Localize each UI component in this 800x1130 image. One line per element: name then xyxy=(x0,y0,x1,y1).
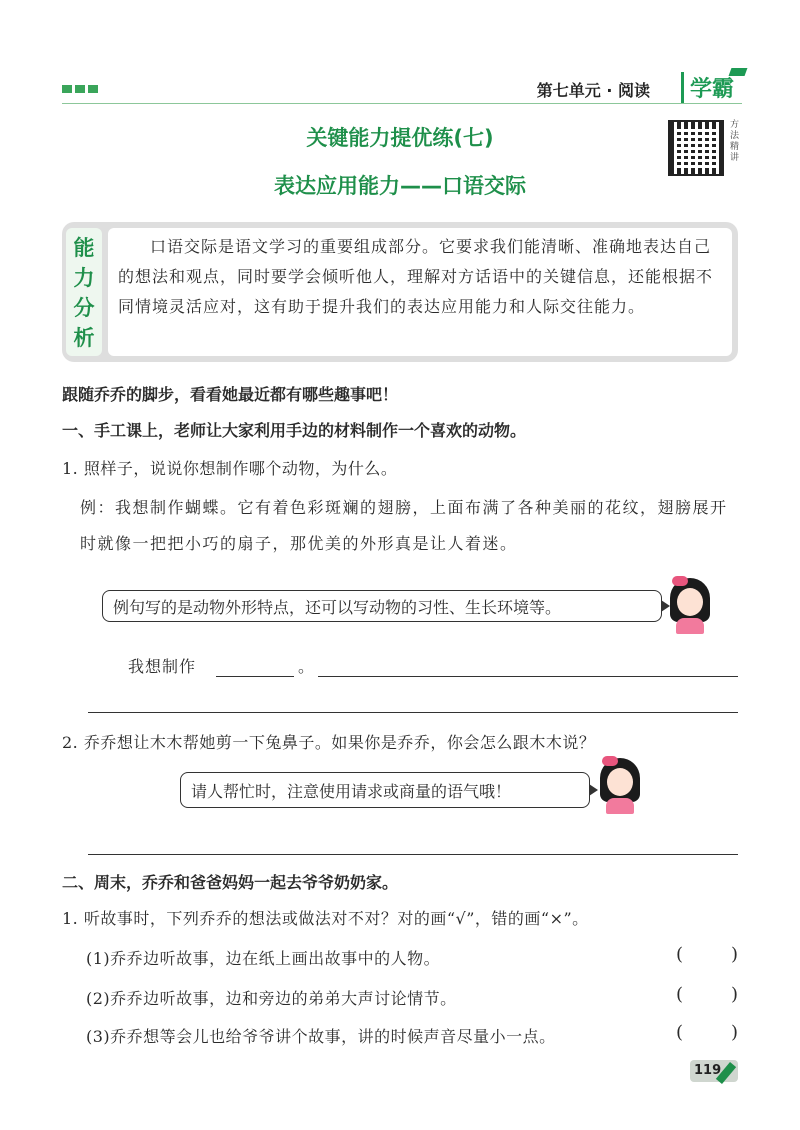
question-2-1: 1. 听故事时，下列乔乔的想法或做法对不对？对的画“√”，错的画“×”。 xyxy=(62,909,589,928)
ability-tag-char: 能 xyxy=(73,236,95,260)
ability-tag-char: 析 xyxy=(73,326,95,350)
answer-line[interactable] xyxy=(88,712,738,713)
paren-open: ( xyxy=(676,984,684,1005)
section-2-title: 二、周末，乔乔和爸爸妈妈一起去爷爷奶奶家。 xyxy=(62,873,399,892)
write-period: 。 xyxy=(298,657,316,676)
paren-open: ( xyxy=(676,944,684,965)
paren-close: ) xyxy=(730,984,738,1005)
judge-item: (3)乔乔想等会儿也给爷爷讲个故事，讲的时候声音尽量小一点。 xyxy=(86,1027,556,1046)
write-prompt xyxy=(128,654,316,677)
paren-close: ) xyxy=(730,944,738,965)
write-prompt-text: 我想制作 xyxy=(128,657,197,676)
header-decoration xyxy=(62,85,98,93)
unit-title: 第七单元 · 阅读 xyxy=(536,81,650,100)
ability-tag xyxy=(66,228,102,356)
qr-label: 方法精讲 xyxy=(730,120,740,163)
paren-close: ) xyxy=(730,1022,738,1043)
tip-text-1: 例句写的是动物外形特点，还可以写动物的习性、生长环境等。 xyxy=(113,597,562,617)
answer-blank-animal[interactable] xyxy=(216,676,294,677)
question-1-1: 1. 照样子，说说你想制作哪个动物，为什么。 xyxy=(62,459,398,478)
brand-logo: 学霸 xyxy=(681,72,734,103)
answer-paren[interactable] xyxy=(676,984,738,1005)
ability-tag-char: 分 xyxy=(73,296,95,320)
intro-text: 跟随乔乔的脚步，看看她最近都有哪些趣事吧！ xyxy=(62,385,399,404)
answer-line[interactable] xyxy=(88,854,738,855)
girl-avatar xyxy=(668,578,712,634)
tip-bubble-2 xyxy=(180,772,590,808)
tip-bubble-1 xyxy=(102,590,662,622)
graduation-cap-icon xyxy=(729,68,748,76)
page-header xyxy=(62,78,742,102)
question-1-2: 2. 乔乔想让木木帮她剪一下兔鼻子。如果你是乔乔，你会怎么跟木木说？ xyxy=(62,733,596,752)
example-text: 例：我想制作蝴蝶。它有着色彩斑斓的翅膀，上面布满了各种美丽的花纹，翅膀展开时就像一把把小巧的扇子，那优美的外形真是让人着迷。 xyxy=(80,498,728,553)
ability-tag-char: 力 xyxy=(73,266,95,290)
section-1-title: 一、手工课上，老师让大家利用手边的材料制作一个喜欢的动物。 xyxy=(62,421,527,440)
header-divider xyxy=(62,103,742,104)
answer-paren[interactable] xyxy=(676,944,738,965)
ability-text: 口语交际是语文学习的重要组成部分。它要求我们能清晰、准确地表达自己的想法和观点，同时要学会倾听他人，理解对方话语中的关键信息，还能根据不同情境灵活应对，这有助于提升我们的表达应用能力和人际交往能力。 xyxy=(118,237,714,316)
page-title: 关键能力提优练(七) xyxy=(306,126,494,150)
page-number: 119 xyxy=(690,1060,738,1082)
tip-text-2: 请人帮忙时，注意使用请求或商量的语气哦！ xyxy=(191,781,512,801)
answer-paren[interactable] xyxy=(676,1022,738,1043)
paren-open: ( xyxy=(676,1022,684,1043)
page-subtitle: 表达应用能力——口语交际 xyxy=(274,174,526,198)
answer-blank-reason[interactable] xyxy=(318,676,738,677)
judge-item: (1)乔乔边听故事，边在纸上画出故事中的人物。 xyxy=(86,949,441,968)
qr-code-icon[interactable] xyxy=(668,120,724,176)
girl-avatar xyxy=(598,758,642,814)
judge-item: (2)乔乔边听故事，边和旁边的弟弟大声讨论情节。 xyxy=(86,989,457,1008)
